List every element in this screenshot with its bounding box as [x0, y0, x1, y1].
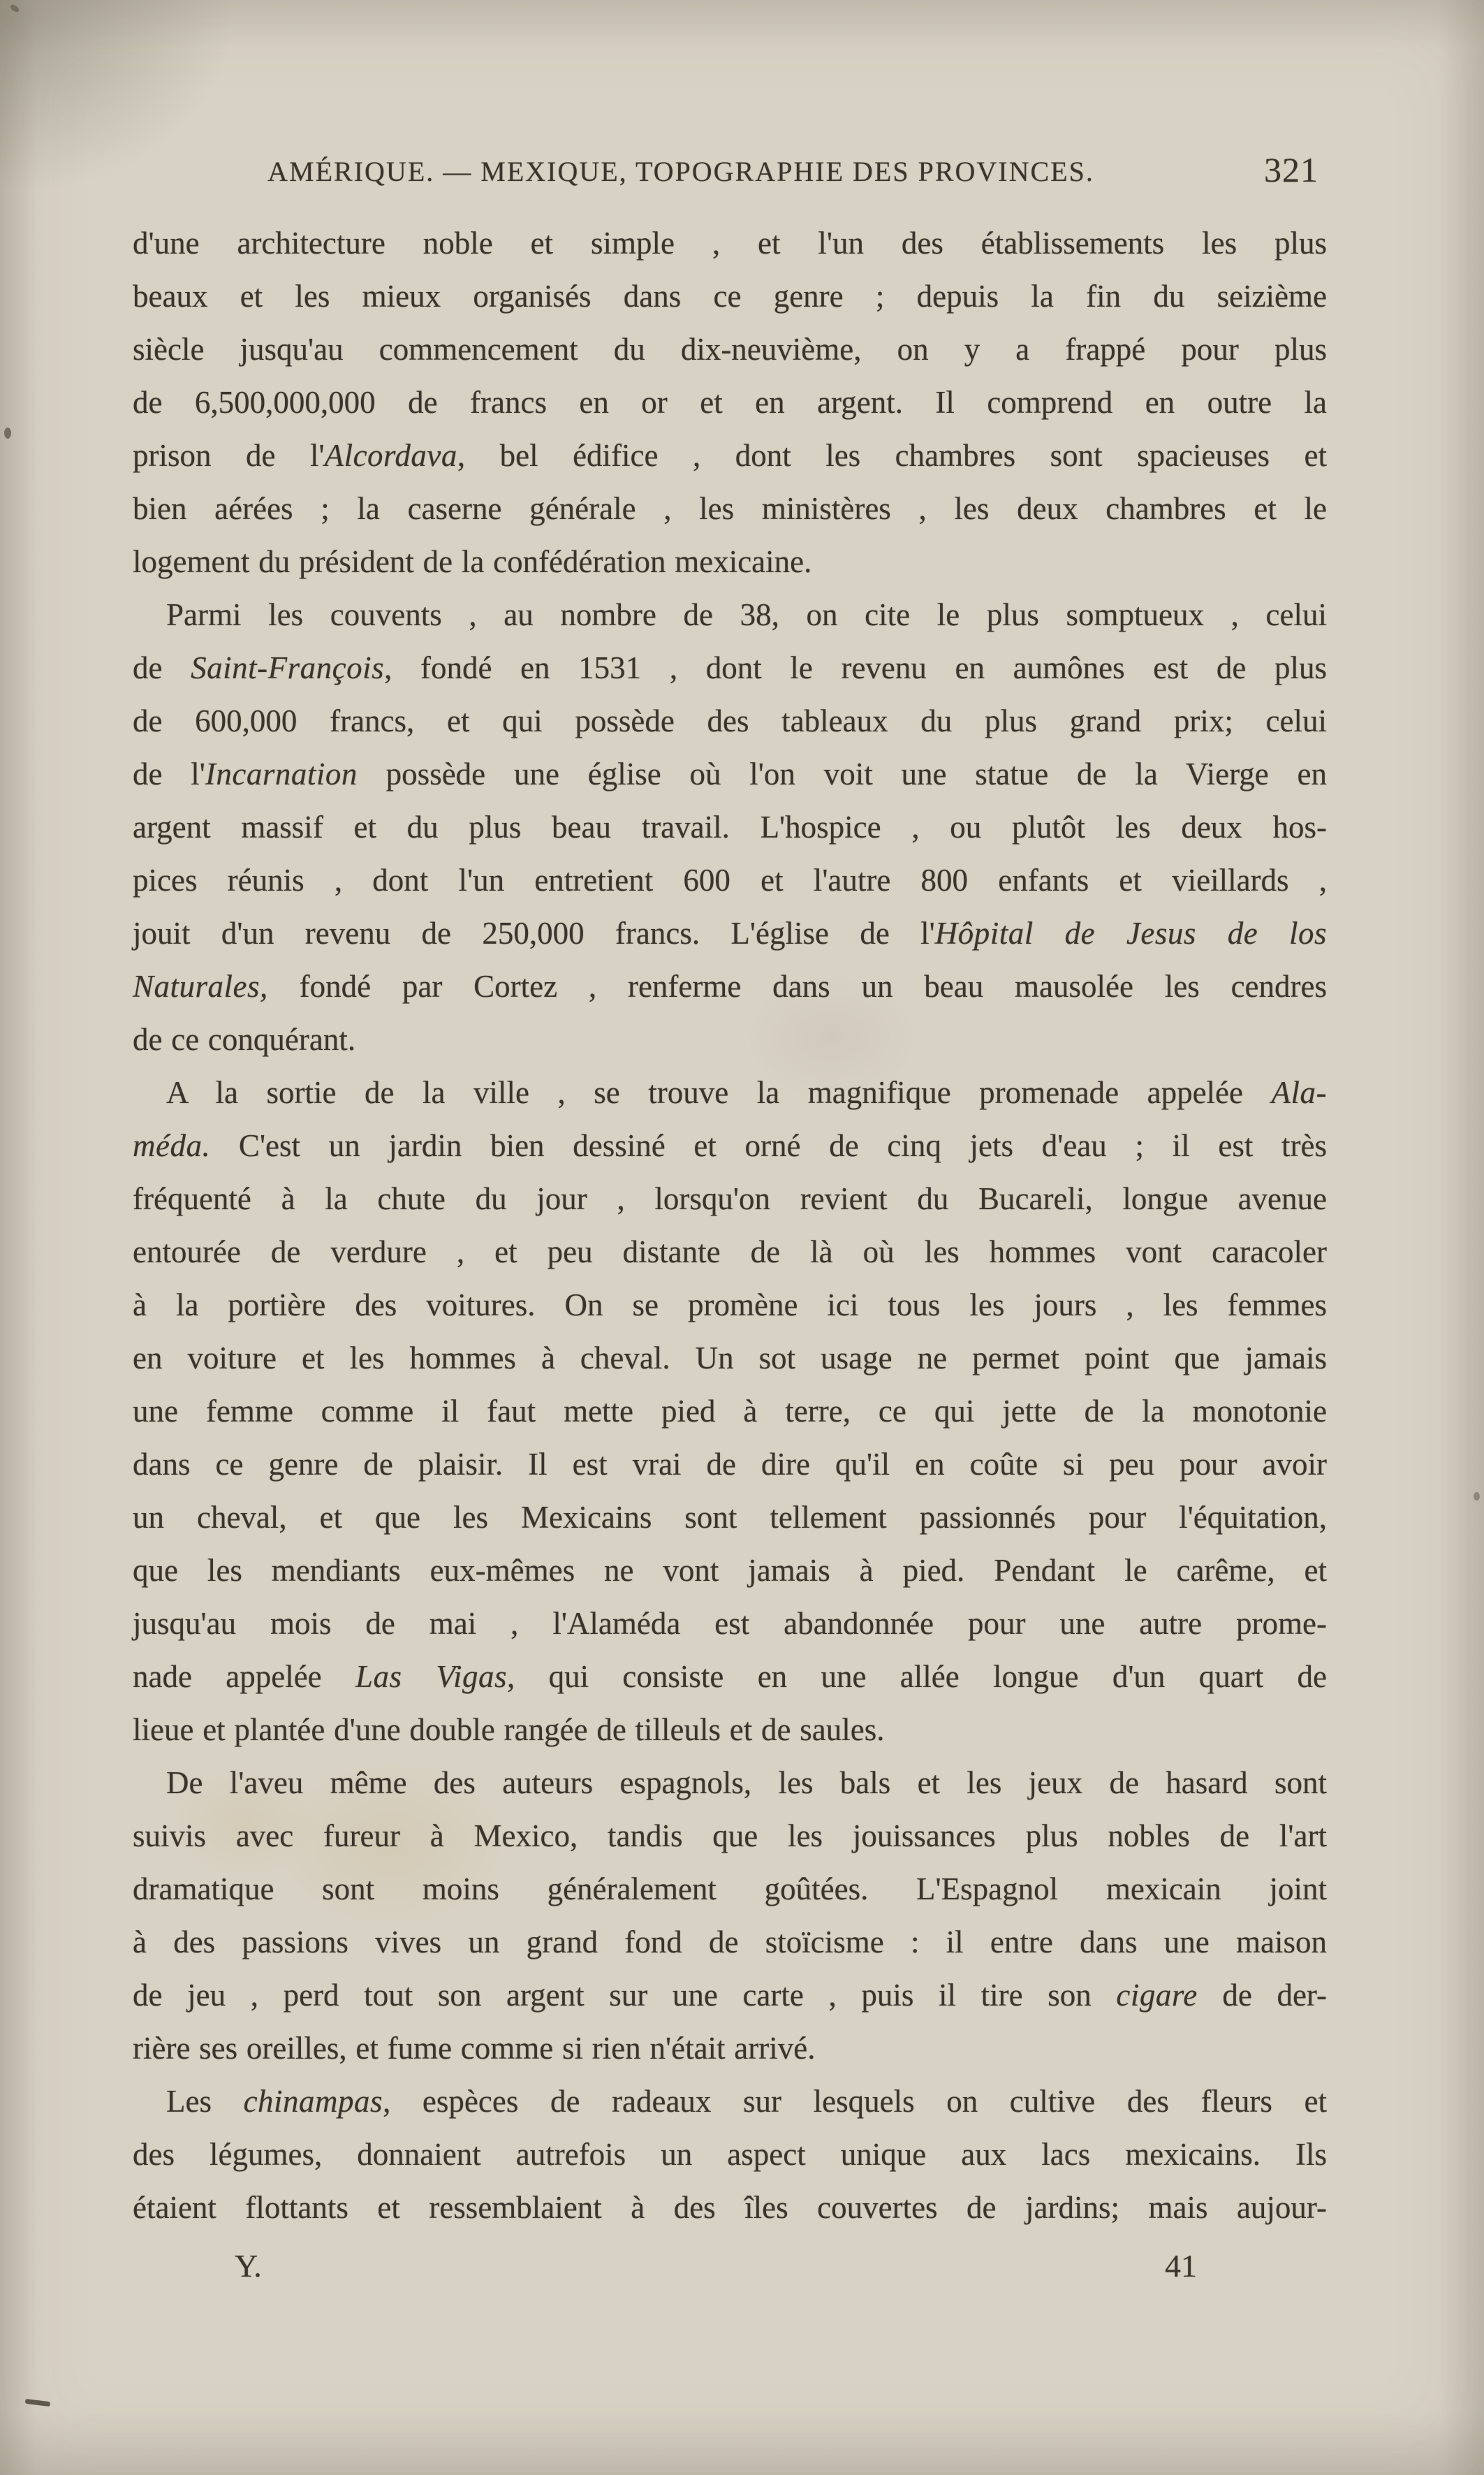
- italic-text-run: chinampas: [243, 2084, 383, 2119]
- text-run: fondé par Cortez , renferme dans un beau mausolée les cendres: [267, 969, 1327, 1004]
- italic-text-run: Alcordava: [324, 438, 457, 473]
- sheet-signature: 41: [1165, 2248, 1197, 2284]
- text-run: De l'aveu même des auteurs espagnols, les bals et les jeux de hasard sont: [166, 1765, 1327, 1800]
- text-line: [133, 1278, 1327, 1331]
- text-line: [133, 2181, 1327, 2234]
- text-line: [133, 270, 1327, 323]
- text-run: des légumes, donnaient autrefois un aspect unique aux lacs mexicains. Ils: [133, 2137, 1327, 2172]
- text-line: [133, 1225, 1327, 1278]
- text-line: [133, 854, 1327, 907]
- text-line: [133, 217, 1327, 270]
- paper-speck: [4, 428, 11, 439]
- text-run: entourée de verdure , et peu distante de là où les hommes vont caracoler: [133, 1234, 1327, 1269]
- text-line: [133, 1172, 1327, 1225]
- text-line: [133, 1066, 1327, 1119]
- text-run: étaient flottants et ressemblaient à des îles couvertes de jardins; mais aujour-: [133, 2190, 1327, 2225]
- text-run: , bel édifice , dont les chambres sont spacieuses et: [457, 438, 1327, 473]
- text-line: [133, 1703, 1327, 1756]
- text-line: [133, 1969, 1327, 2022]
- text-run: fréquenté à la chute du jour , lorsqu'on revient du Bucareli, longue avenue: [133, 1181, 1327, 1216]
- text-run: de 600,000 francs, et qui possède des tableaux du plus grand prix; celui: [133, 703, 1327, 738]
- text-run: nade appelée: [133, 1659, 355, 1694]
- text-run: Parmi les couvents , au nombre de 38, on cite le plus somptueux , celui: [166, 597, 1327, 632]
- text-line: [133, 1119, 1327, 1172]
- text-run: jusqu'au mois de mai , l'Alaméda est abandonnée pour une autre prome-: [133, 1606, 1327, 1641]
- text-line: [133, 641, 1327, 694]
- text-run: C'est un jardin bien dessiné et orné de cinq jets d'eau ; il est très: [210, 1128, 1327, 1163]
- text-run: que les mendiants eux-mêmes ne vont jamais à pied. Pendant le carême, et: [133, 1553, 1327, 1588]
- text-run: possède une église où l'on voit une statue de la Vierge en: [357, 757, 1327, 791]
- page-footer: [133, 2240, 1327, 2293]
- text-line: [133, 535, 1327, 588]
- text-run: de 6,500,000,000 de francs en or et en argent. Il comprend en outre la: [133, 385, 1327, 420]
- text-line: [133, 1013, 1327, 1066]
- text-run: , qui consiste en une allée longue d'un quart de: [507, 1659, 1328, 1694]
- text-run: lieue et plantée d'une double rangée de tilleuls et de saules.: [133, 1712, 885, 1747]
- text-run: , fondé en 1531 , dont le revenu en aumônes est de plus: [384, 650, 1327, 685]
- page-number: 321: [1264, 150, 1318, 189]
- text-run: siècle jusqu'au commencement du dix-neuvième, on y a frappé pour plus: [133, 332, 1327, 367]
- text-run: bien aérées ; la caserne générale , les ministères , les deux chambres et le: [133, 491, 1327, 526]
- text-line: [133, 1809, 1327, 1862]
- text-line: [133, 801, 1327, 854]
- text-line: [133, 2075, 1327, 2128]
- text-line: [133, 694, 1327, 747]
- text-line: [133, 1756, 1327, 1809]
- italic-text-run: cigare: [1116, 1978, 1198, 2013]
- text-run: à la portière des voitures. On se promène ici tous les jours , les femmes: [133, 1287, 1327, 1322]
- text-line: [133, 588, 1327, 641]
- text-line: [133, 1650, 1327, 1703]
- text-run: à des passions vives un grand fond de stoïcisme : il entre dans une maison: [133, 1925, 1327, 1959]
- text-run: en voiture et les hommes à cheval. Un sot usage ne permet point que jamais: [133, 1341, 1327, 1375]
- text-line: [133, 960, 1327, 1013]
- text-line: [133, 2128, 1327, 2181]
- text-run: argent massif et du plus beau travail. L'hospice , ou plutôt les deux hos-: [133, 810, 1327, 845]
- text-run: A la sortie de la ville , se trouve la magnifique promenade appelée: [166, 1075, 1272, 1110]
- text-line: [133, 429, 1327, 482]
- text-run: de der-: [1197, 1978, 1327, 2013]
- italic-text-run: Hôpital de Jesus de los: [934, 916, 1328, 951]
- text-run: de ce conquérant.: [133, 1022, 356, 1057]
- text-line: [133, 2022, 1327, 2075]
- text-run: un cheval, et que les Mexicains sont tellement passionnés pour l'équitation,: [133, 1500, 1327, 1535]
- text-run: suivis avec fureur à Mexico, tandis que les jouissances plus nobles de l'art: [133, 1818, 1327, 1853]
- text-line: [133, 1915, 1327, 1969]
- text-run: dans ce genre de plaisir. Il est vrai de dire qu'il en coûte si peu pour avoir: [133, 1447, 1327, 1482]
- running-header-title: AMÉRIQUE. — MEXIQUE, TOPOGRAPHIE DES PROVINCES.: [267, 156, 1094, 187]
- text-run: logement du président de la confédération mexicaine.: [133, 544, 812, 579]
- paper-mark: [25, 2399, 51, 2407]
- text-run: dramatique sont moins généralement goûtées. L'Espagnol mexicain joint: [133, 1871, 1327, 1906]
- text-line: [133, 1438, 1327, 1491]
- text-run: d'une architecture noble et simple , et l'un des établissements les plus: [133, 226, 1327, 261]
- text-line: [133, 376, 1327, 429]
- text-line: [133, 1491, 1327, 1544]
- text-line: [133, 1331, 1327, 1385]
- text-line: [133, 482, 1327, 535]
- text-line: [133, 323, 1327, 376]
- text-line: [133, 1385, 1327, 1438]
- text-line: [133, 907, 1327, 960]
- text-line: [133, 1862, 1327, 1915]
- italic-text-run: Incarnation: [205, 757, 358, 791]
- italic-text-run: Las Vigas: [355, 1659, 508, 1694]
- volume-signature: Y.: [235, 2248, 262, 2284]
- text-run: Les: [166, 2084, 244, 2119]
- text-run: jouit d'un revenu de 250,000 francs. L'église de l': [133, 916, 935, 951]
- italic-text-run: Naturales,: [133, 969, 268, 1004]
- text-run: beaux et les mieux organisés dans ce genre ; depuis la fin du seizième: [133, 279, 1327, 314]
- italic-text-run: méda.: [133, 1128, 211, 1163]
- text-run: de jeu , perd tout son argent sur une carte , puis il tire son: [133, 1978, 1117, 2013]
- text-run: une femme comme il faut mette pied à terre, ce qui jette de la monotonie: [133, 1394, 1327, 1429]
- italic-text-run: Ala-: [1271, 1075, 1327, 1110]
- text-line: [133, 747, 1327, 801]
- paper-speck: [1474, 1492, 1480, 1501]
- text-line: [133, 1597, 1327, 1650]
- paper-speck: [9, 3, 20, 14]
- text-run: prison de l': [133, 438, 325, 473]
- text-run: de: [133, 650, 191, 685]
- text-line: [133, 1544, 1327, 1597]
- text-run: , espèces de radeaux sur lesquels on cultive des fleurs et: [383, 2084, 1327, 2119]
- text-run: rière ses oreilles, et fume comme si rien n'était arrivé.: [133, 2031, 816, 2066]
- body-text: [133, 217, 1327, 2234]
- italic-text-run: Saint-François: [191, 650, 385, 685]
- text-run: pices réunis , dont l'un entretient 600 et l'autre 800 enfants et vieillards ,: [133, 863, 1327, 898]
- text-run: de l': [133, 757, 205, 791]
- running-header: [133, 152, 1327, 194]
